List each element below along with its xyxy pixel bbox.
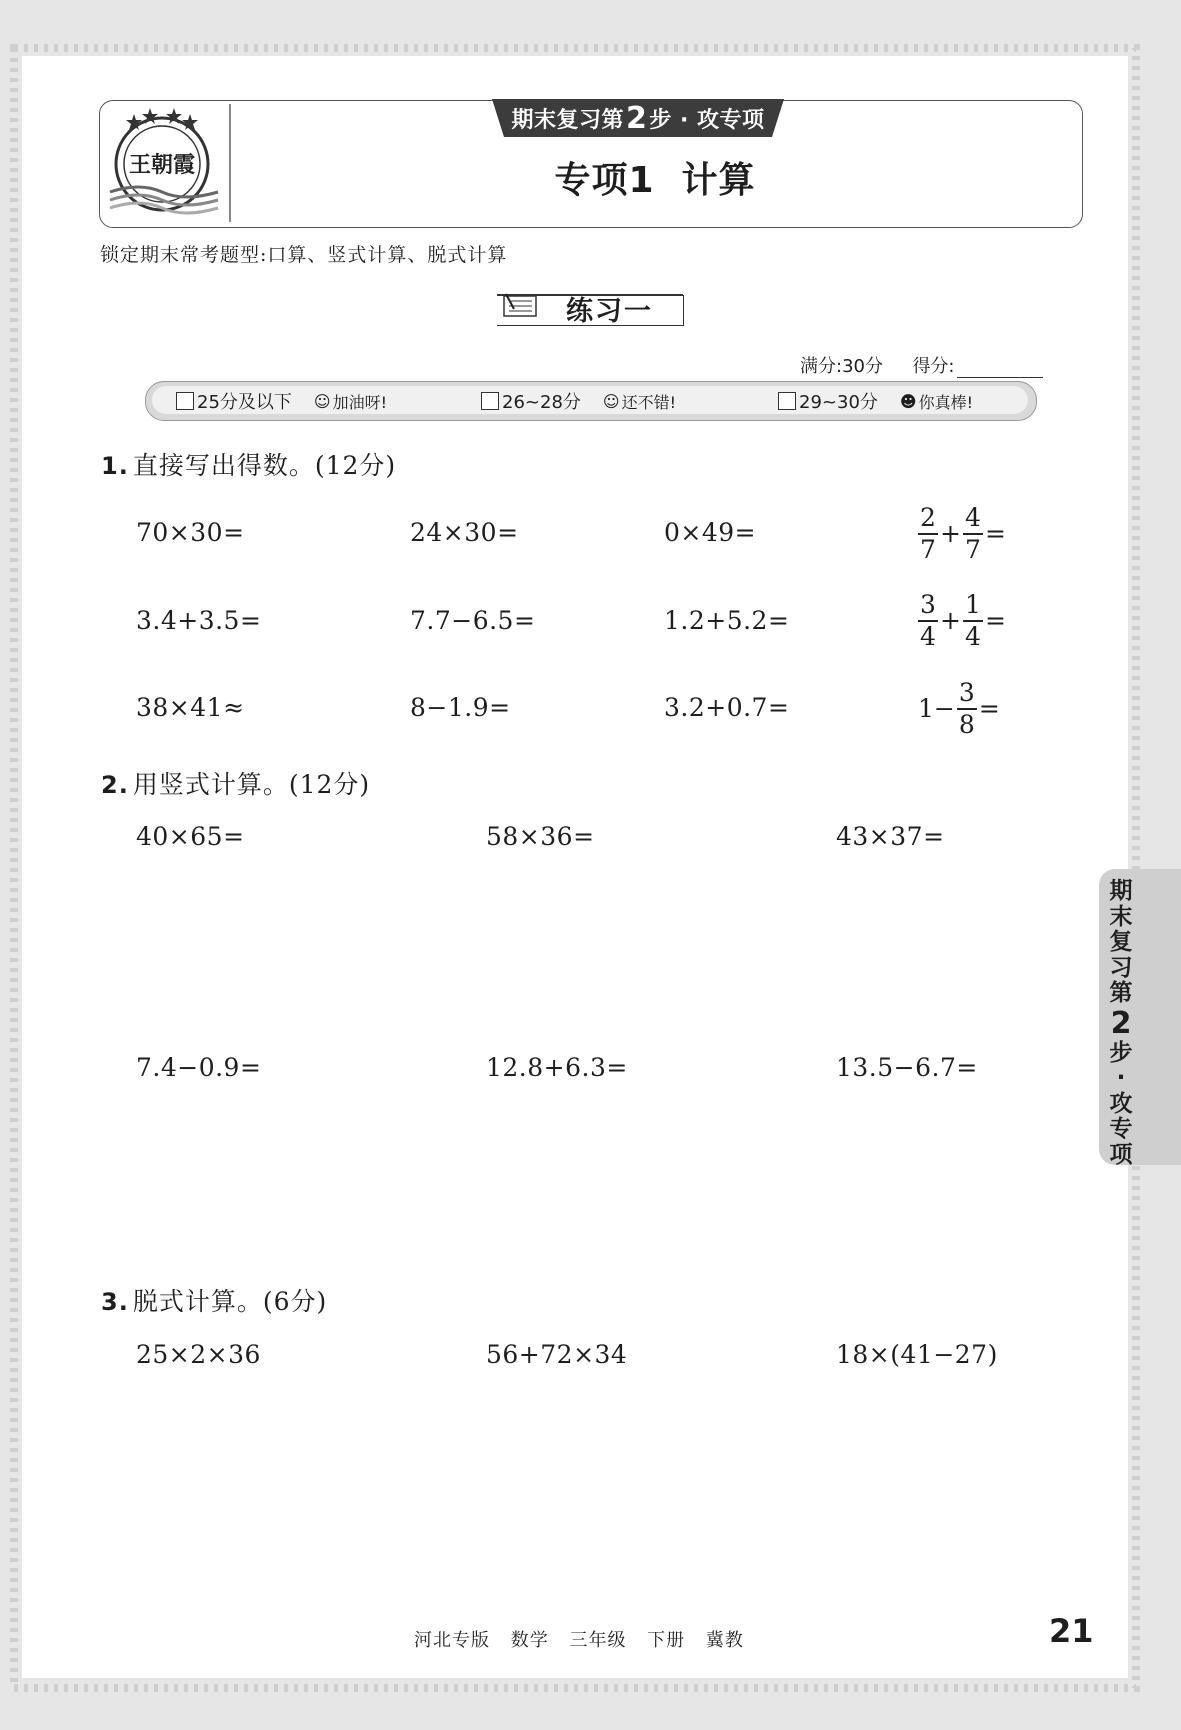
q2-problem: 43×37=: [836, 822, 945, 851]
question-1-title: 1. 直接写出得数。(12分): [101, 451, 397, 480]
score-label: 得分:: [912, 356, 955, 377]
q1-problem: 7.7−6.5=: [410, 606, 536, 635]
happy-face-icon: ☻: [899, 391, 917, 411]
rating-checkbox[interactable]: [481, 392, 499, 410]
full-score: 满分:30分: [800, 356, 883, 377]
page-number: 21: [1049, 1612, 1094, 1650]
subtitle: 锁定期末常考题型:口算、竖式计算、脱式计算: [100, 244, 508, 266]
q2-problem: 40×65=: [136, 822, 245, 851]
rating-option-mid: 26~28分 ☺ 还不错!: [481, 388, 676, 414]
q1-problem: 3.2+0.7=: [664, 693, 790, 722]
q1-problem: 0×49=: [664, 518, 757, 547]
q1-problem: 70×30=: [136, 518, 245, 547]
q3-problem: 25×2×36: [136, 1340, 261, 1369]
q1-fraction-problem: 1− $\frac{3}{8}$ =: [918, 678, 1000, 739]
svg-text:王朝霞: 王朝霞: [128, 152, 196, 178]
q1-problem: 1.2+5.2=: [664, 606, 790, 635]
notebook-icon: [500, 291, 540, 321]
rating-checkbox[interactable]: [778, 392, 796, 410]
rating-checkbox[interactable]: [176, 392, 194, 410]
logo-seal-icon: [100, 100, 230, 226]
rating-option-high: 29~30分 ☻ 你真棒!: [778, 388, 973, 414]
q2-problem: 7.4−0.9=: [136, 1053, 262, 1082]
question-3-title: 3. 脱式计算。(6分): [101, 1287, 328, 1316]
score-line: [800, 352, 1043, 378]
side-tab-label: 期 末 复 习 第 2 步 · 攻 专 项: [1109, 878, 1133, 1168]
q2-problem: 13.5−6.7=: [836, 1053, 978, 1082]
q2-problem: 12.8+6.3=: [486, 1053, 628, 1082]
footer-edition: 河北专版 数学 三年级 下册 冀教: [414, 1630, 744, 1651]
rating-option-low: 25分及以下 ☺ 加油呀!: [176, 388, 387, 414]
score-blank[interactable]: [957, 359, 1043, 378]
page-title: 专项1 计算: [554, 160, 756, 201]
q3-problem: 18×(41−27): [836, 1340, 998, 1369]
question-2-title: 2. 用竖式计算。(12分): [101, 770, 371, 799]
q1-problem: 3.4+3.5=: [136, 606, 262, 635]
q3-problem: 56+72×34: [486, 1340, 628, 1369]
q1-fraction-problem: $\frac{3}{4}$ + $\frac{1}{4}$ =: [916, 590, 1006, 652]
q1-problem: 8−1.9=: [410, 693, 511, 722]
header-banner: 期末复习第 2 步 · 攻专项: [511, 100, 765, 136]
q1-problem: 38×41≈: [136, 693, 245, 722]
smile-face-icon: ☺: [602, 391, 620, 411]
cheer-face-icon: ☺: [313, 391, 331, 411]
q1-fraction-problem: $\frac{2}{7}$ + $\frac{4}{7}$ =: [916, 503, 1006, 565]
practice-label: 练习一: [566, 296, 653, 327]
q1-problem: 24×30=: [410, 518, 519, 547]
q2-problem: 58×36=: [486, 822, 595, 851]
